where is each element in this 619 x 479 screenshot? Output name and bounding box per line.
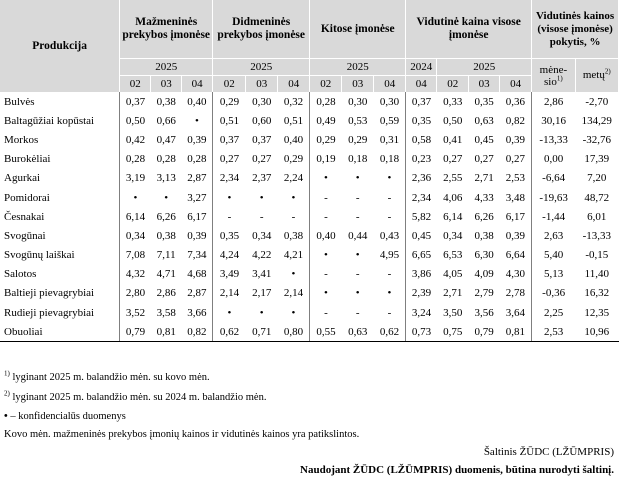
table-cell: • [291,268,296,281]
table-cell: 7,34 [187,249,207,262]
table-cell: - [310,265,342,284]
table-row [0,207,619,226]
table-cell: 16,32 [584,287,610,300]
table-cell: 0,39 [505,229,526,242]
table-cell: -6,64 [532,169,575,188]
table-cell: 0,60 [252,114,272,127]
table-cell: • [164,191,169,204]
table-cell: 0,37 [120,92,151,111]
table-cell: 0,37 [252,133,272,146]
product-name: Salotos [4,268,37,281]
table-cell: 0,40 [310,226,342,245]
header-product: Produkcija [0,0,120,92]
table-cell: 0,35 [213,226,246,245]
header-month: 02 [310,76,342,93]
table-cell: 2,80 [120,284,151,303]
table-cell: 2,53 [505,172,526,185]
table-cell: 2,78 [505,287,526,300]
table-cell: 2,71 [474,172,494,185]
table-cell: 3,27 [187,191,207,204]
table-cell: • [195,114,199,127]
table-cell: 0,75 [437,322,469,342]
product-name: Agurkai [4,172,41,185]
header-year: 2025 [120,59,213,76]
table-cell: 0,63 [342,322,374,342]
table-cell: -0,15 [585,249,609,262]
table-cell: 0,30 [348,95,368,108]
table-cell: 134,29 [581,114,612,127]
table-cell: • [310,284,342,303]
table-cell: 2,55 [443,172,463,185]
table-row [0,226,619,245]
header-month-change: mėne-sio$^{1)}$ [532,59,575,93]
table-cell: 0,37 [406,92,437,111]
table-cell: 0,71 [246,322,278,342]
table-cell: 0,82 [505,114,526,127]
table-cell: 2,25 [532,303,575,322]
table-cell: 0,40 [187,95,207,108]
header-year: 2025 [213,59,310,76]
header-month: 03 [246,76,278,93]
table-cell: 0,39 [187,133,207,146]
table-cell: 6,14 [120,207,151,226]
table-cell: 0,80 [278,322,310,342]
table-cell: 3,56 [474,306,494,319]
source-block [300,443,614,479]
table-cell: -0,36 [532,284,575,303]
table-cell: • [310,246,342,265]
table-cell: 0,19 [310,150,342,169]
table-cell: - [310,303,342,322]
table-cell: 7,11 [156,249,176,262]
table-cell: 2,86 [156,287,176,300]
table-cell: 0,35 [406,111,437,130]
product-name: Rudieji pievagrybiai [4,306,95,319]
table-cell: 0,32 [283,95,304,108]
source-line: Šaltinis ŽŪDC (LŽŪMPRIS) [483,446,614,458]
header-month: 02 [437,76,469,93]
table-cell: 30,16 [532,111,575,130]
table-cell: 0,27 [213,150,246,169]
table-cell: - [387,191,392,204]
table-cell: 7,08 [120,246,151,265]
header-month: 04 [406,76,437,93]
table-cell: 0,00 [532,150,575,169]
table-cell: 2,87 [187,287,207,300]
table-cell: 0,39 [505,133,526,146]
table-cell: - [213,207,246,226]
table-cell: 3,52 [120,303,151,322]
table-cell: 0,33 [443,95,463,108]
table-cell: 6,01 [587,210,607,223]
table-cell: 0,38 [156,95,176,108]
table-cell: 0,29 [348,133,368,146]
table-cell: 0,34 [252,229,272,242]
table-cell: 4,33 [474,191,494,204]
table-row [0,246,619,265]
header-month: 04 [500,76,532,93]
table-row [0,284,619,303]
table-cell: -2,70 [585,95,609,108]
table-cell: 4,22 [252,249,272,262]
product-name: Svogūnai [4,229,46,242]
product-name: Obuoliai [0,322,120,342]
table-cell: 0,29 [283,153,304,166]
table-cell: 0,18 [379,153,400,166]
table-cell: 0,79 [469,322,500,342]
table-cell: 2,39 [406,284,437,303]
table-cell: • [291,306,296,319]
table-cell: 2,87 [187,172,207,185]
table-cell: -1,44 [532,207,575,226]
table-cell: 0,23 [406,150,437,169]
table-cell: 0,29 [213,92,246,111]
table-cell: - [387,210,392,223]
table-cell: • [213,303,246,322]
table-cell: 0,27 [252,153,272,166]
table-cell: 0,31 [379,133,400,146]
table-cell: - [387,306,392,319]
table-cell: 0,53 [348,114,368,127]
table-cell: • [355,172,360,185]
table-cell: • [291,191,296,204]
table-row [0,188,619,207]
table-cell: 5,13 [532,265,575,284]
table-cell: 3,49 [213,265,246,284]
table-cell: 0,41 [443,133,463,146]
table-cell: 5,40 [532,246,575,265]
table-cell: 7,20 [587,172,607,185]
table-cell: • [213,188,246,207]
table-cell: 6,26 [156,210,176,223]
table-cell: 10,96 [575,322,618,342]
table-cell: 4,71 [156,268,176,281]
table-cell: 2,71 [443,287,463,300]
table-cell: 0,58 [406,130,437,149]
table-cell: - [387,268,392,281]
table-row [0,303,619,322]
table-cell: 0,34 [443,229,463,242]
table-cell: 0,28 [156,153,176,166]
table-cell: 6,53 [443,249,463,262]
table-cell: 0,62 [374,322,406,342]
table-cell: 4,06 [443,191,463,204]
table-cell: -13,33 [582,229,611,242]
table-cell: 0,79 [120,322,151,342]
table-cell: 2,79 [474,287,494,300]
table-cell: 0,50 [443,114,463,127]
table-cell: 3,48 [505,191,526,204]
table-cell: 0,27 [443,153,463,166]
product-name: Baltieji pievagrybiai [4,287,95,300]
table-cell: 2,17 [252,287,272,300]
table-cell: 3,86 [406,265,437,284]
table-cell: 6,64 [505,249,526,262]
table-cell: 0,28 [310,92,342,111]
table-cell: 2,36 [406,169,437,188]
table-cell: 0,38 [474,229,494,242]
table-cell: 4,68 [187,268,207,281]
header-other: Kitose įmonėse [310,0,406,59]
table-cell: - [355,306,360,319]
table-cell: 0,30 [379,95,400,108]
table-cell: • [387,172,392,185]
product-name: Pomidorai [4,191,50,204]
table-cell: -19,63 [532,188,575,207]
header-month: 03 [469,76,500,93]
table-cell: 2,63 [532,226,575,245]
header-change: Vidutinės kainos (visose įmonėse) pokytis, % [532,0,619,59]
table-cell: • [310,169,342,188]
table-cell: 0,51 [283,114,304,127]
table-cell: • [387,287,392,300]
table-cell: - [291,210,296,223]
header-average: Vidutinė kaina visose įmonėse [406,0,532,59]
table-cell: 6,26 [474,210,494,223]
header-month: 02 [213,76,246,93]
table-cell: 2,24 [283,172,304,185]
table-cell: 48,72 [584,191,610,204]
product-name: Baltagūžiai kopūstai [4,114,95,127]
source-citation: Naudojant ŽŪDC (LŽŪMPRIS) duomenis, būtina nurodyti šaltinį. [300,464,614,476]
table-row [0,265,619,284]
table-cell: 0,81 [151,322,182,342]
table-cell: 0,27 [474,153,494,166]
table-cell: 2,37 [252,172,272,185]
table-cell: • [259,306,264,319]
table-cell: 3,19 [120,169,151,188]
table-cell: 0,47 [156,133,176,146]
table-cell: 4,32 [120,265,151,284]
product-name: Svogūnų laiškai [4,249,75,262]
table-cell: 6,17 [505,210,526,223]
table-cell: -32,76 [582,133,611,146]
table-cell: 0,82 [182,322,213,342]
table-cell: - [355,191,360,204]
table-cell: 3,66 [187,306,207,319]
table-cell: 0,43 [379,229,400,242]
table-cell: 2,14 [283,287,304,300]
table-row [0,130,619,149]
table-cell: 0,36 [505,95,526,108]
header-month: 04 [278,76,310,93]
product-name: Česnakai [4,210,45,223]
table-cell: 3,64 [505,306,526,319]
table-cell: - [355,268,360,281]
table-cell: - [310,207,342,226]
header-retail: Mažmeninės prekybos įmonėse [120,0,213,59]
table-cell: 0,45 [406,226,437,245]
header-month: 04 [374,76,406,93]
table-row [0,150,619,169]
table-cell: 0,44 [348,229,368,242]
header-year: 2025 [310,59,406,76]
table-cell: 2,34 [213,169,246,188]
header-month: 03 [342,76,374,93]
table-cell: 3,24 [406,303,437,322]
table-cell: 4,95 [379,249,400,262]
table-row [0,322,619,342]
table-cell: 0,66 [156,114,176,127]
table-cell: 0,45 [474,133,494,146]
table-cell: 6,65 [406,246,437,265]
table-cell: 0,40 [283,133,304,146]
table-cell: 3,58 [156,306,176,319]
table-cell: 2,34 [406,188,437,207]
footnote-revised: Kovo mėn. mažmeninės prekybos įmonių kainos ir vidutinės kainos yra patikslintos. [4,428,360,440]
header-year: 2024 [406,59,437,76]
table-cell: 0,59 [379,114,400,127]
table-cell: 0,29 [310,130,342,149]
table-cell: 4,30 [505,268,526,281]
table-row [0,92,619,111]
table-cell: 11,40 [584,268,609,281]
table-cell: 0,28 [187,153,207,166]
table-cell: 12,35 [584,306,610,319]
table-cell: 0,50 [120,111,151,130]
header-month: 04 [182,76,213,93]
product-name: Morkos [4,133,39,146]
header-year-change: metų$^{2)}$ [575,59,618,93]
table-cell: 3,41 [252,268,272,281]
table-cell: 0,18 [348,153,368,166]
table-cell: 0,73 [406,322,437,342]
table-cell: 0,27 [505,153,526,166]
table-cell: 0,37 [213,130,246,149]
footnote-1: $^{1)}$ lyginant 2025 m. balandžio mėn. su kovo mėn. [4,369,210,383]
table-cell: - [310,188,342,207]
table-cell: 0,34 [120,226,151,245]
table-cell: - [259,210,264,223]
table-cell: 3,50 [443,306,463,319]
table-cell: -13,33 [532,130,575,149]
header-month: 03 [151,76,182,93]
footnote-confidential: • – konfidencialūs duomenys [4,411,126,422]
table-cell: 6,17 [187,210,207,223]
table-cell: 0,30 [252,95,272,108]
table-cell: 0,39 [187,229,207,242]
table-cell: 0,55 [310,322,342,342]
table-row [0,169,619,188]
table-cell: 2,86 [532,92,575,111]
table-cell: 0,42 [120,130,151,149]
table-cell: • [355,287,360,300]
table-cell: 4,05 [443,268,463,281]
product-name: Bulvės [4,95,35,108]
table-cell: 4,24 [213,246,246,265]
footnote-2: $^{2)}$ lyginant 2025 m. balandžio mėn. su 2024 m. balandžio mėn. [4,389,267,403]
table-cell: 2,14 [213,284,246,303]
table-cell: 0,51 [213,111,246,130]
table-cell: 6,14 [443,210,463,223]
table-cell: 0,38 [156,229,176,242]
table-cell: 6,30 [474,249,494,262]
table-cell: 5,82 [406,207,437,226]
table-cell: 0,81 [500,322,532,342]
table-cell: 0,63 [474,114,494,127]
header-month: 02 [120,76,151,93]
table-cell: 0,62 [213,322,246,342]
table-cell: 2,53 [532,322,575,342]
table-row [0,111,619,130]
table-cell: 3,13 [156,172,176,185]
table-cell: • [120,188,151,207]
footnotes [4,368,359,442]
table-cell: - [355,210,360,223]
table-cell: • [259,191,264,204]
table-cell: 4,09 [474,268,494,281]
table-cell: 0,38 [283,229,304,242]
table-cell: • [355,249,360,262]
header-year: 2025 [437,59,532,76]
table-cell: 0,49 [310,111,342,130]
table-cell: 4,21 [283,249,304,262]
table-cell: 17,39 [584,153,610,166]
product-name: Burokėliai [4,153,51,166]
header-wholesale: Didmeninės prekybos įmonėse [213,0,310,59]
table-cell: 0,28 [120,150,151,169]
table-cell: 0,35 [474,95,494,108]
